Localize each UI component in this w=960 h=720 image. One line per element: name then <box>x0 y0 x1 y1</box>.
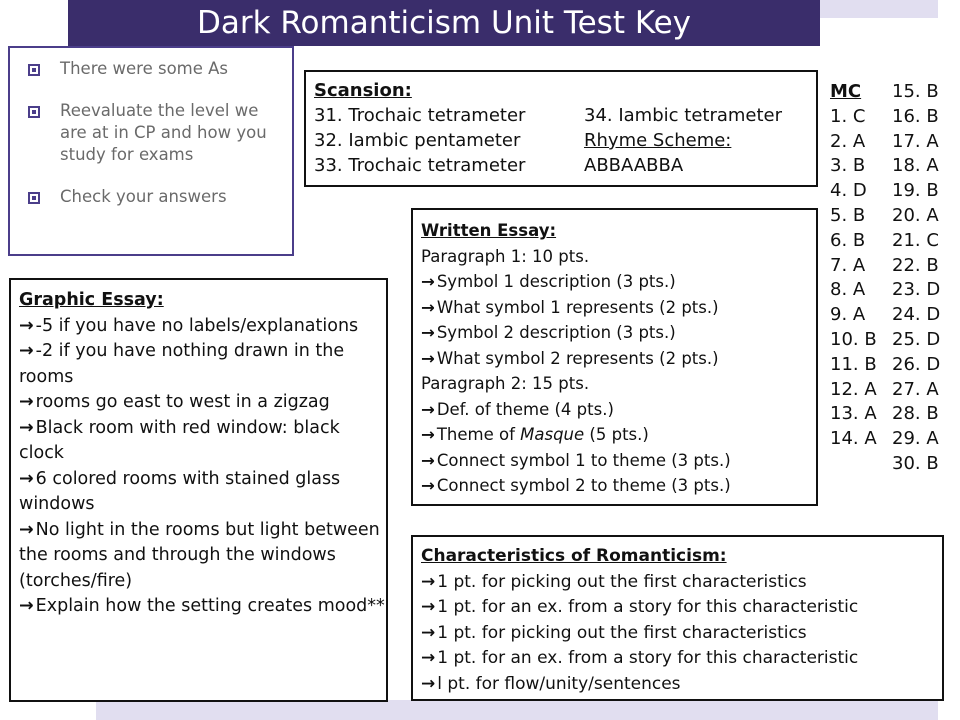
left-edge-decoration <box>0 0 14 44</box>
rubric-text: Explain how the setting creates mood** <box>35 596 385 616</box>
mc-answer: 16. B <box>892 105 939 127</box>
rhyme-scheme-answer: ABBAABBA <box>584 155 684 176</box>
paragraph-2-points: Paragraph 2: 15 pts. <box>421 374 590 393</box>
bottom-decoration-bar <box>96 700 938 720</box>
rubric-item <box>421 621 942 647</box>
mc-answer: 1. C <box>830 105 866 127</box>
rubric-text: Connect symbol 1 to theme (3 pts.) <box>436 450 731 470</box>
rubric-item <box>19 390 386 416</box>
arrow-icon: → <box>421 323 435 342</box>
rubric-item <box>421 595 942 621</box>
masque-title: Masque <box>520 425 585 444</box>
mc-answer: 27. A <box>892 378 939 400</box>
arrow-icon: → <box>19 417 34 438</box>
rubric-text: 1 pt. for an ex. from a story for this characteristic <box>437 597 859 617</box>
rubric-item <box>19 518 386 595</box>
scansion-box <box>304 70 818 187</box>
rubric-text: Def. of theme (4 pts.) <box>436 399 614 419</box>
mc-answer: 6. B <box>830 229 866 251</box>
mc-answer: 7. A <box>830 254 866 276</box>
rubric-item <box>421 295 816 321</box>
rubric-item <box>421 646 942 672</box>
square-bullet-icon <box>28 64 40 76</box>
rubric-item <box>421 397 816 423</box>
rubric-item <box>421 570 942 596</box>
mc-answer: 19. B <box>892 180 939 202</box>
rubric-text: What symbol 2 represents (2 pts.) <box>436 348 719 368</box>
mc-answer: 10. B <box>830 328 877 350</box>
rubric-text: 1 pt. for picking out the first characteristics <box>437 622 807 643</box>
bullet-item <box>28 186 282 208</box>
square-bullet-icon <box>28 192 40 204</box>
rubric-text: Theme of <box>436 425 521 444</box>
arrow-icon: → <box>19 596 34 616</box>
arrow-icon: → <box>421 597 436 617</box>
arrow-icon: → <box>421 425 435 444</box>
rubric-item <box>421 473 816 499</box>
arrow-icon: → <box>19 468 34 489</box>
arrow-icon: → <box>19 341 34 361</box>
mc-answer: 5. B <box>830 204 866 226</box>
mc-answer: 13. A <box>830 403 877 425</box>
written-essay-heading: Written Essay: <box>421 221 557 240</box>
mc-answer: 3. B <box>830 155 866 177</box>
mc-answer: 26. D <box>892 353 941 375</box>
scansion-heading: Scansion: <box>314 80 412 101</box>
mc-column-2 <box>892 80 940 477</box>
arrow-icon: → <box>421 622 436 643</box>
scansion-row <box>314 103 816 128</box>
arrow-icon: → <box>19 392 34 412</box>
rubric-item <box>19 314 386 340</box>
rubric-item <box>421 346 816 372</box>
mc-column-1 <box>830 105 877 452</box>
rubric-item <box>421 672 942 698</box>
mc-answer: 28. B <box>892 403 939 425</box>
mc-answer: 14. A <box>830 428 877 450</box>
bullet-text: Check your answers <box>60 187 227 206</box>
mc-answer: 18. A <box>892 155 939 177</box>
rubric-item <box>19 467 386 518</box>
mc-answer: 17. A <box>892 130 939 152</box>
paragraph-1-points: Paragraph 1: 10 pts. <box>421 246 590 266</box>
rubric-text: Connect symbol 2 to theme (3 pts.) <box>436 476 731 495</box>
mc-answer: 12. A <box>830 378 877 400</box>
arrow-icon: → <box>421 272 435 291</box>
mc-answer: 4. D <box>830 180 867 202</box>
rubric-text: 1 pt. for an ex. from a story for this characteristic <box>437 648 859 668</box>
mc-answer: 24. D <box>892 304 941 326</box>
mc-answer: 9. A <box>830 304 866 326</box>
rubric-text: 6 colored rooms with stained glass windows <box>19 468 341 514</box>
rubric-text: l pt. for flow/unity/sentences <box>437 673 681 694</box>
graphic-essay-box <box>9 278 388 702</box>
rubric-text: -2 if you have nothing drawn in the rooms <box>19 341 345 387</box>
rubric-item <box>19 339 386 390</box>
bullet-item <box>28 58 282 80</box>
arrow-icon: → <box>421 648 436 668</box>
rubric-item <box>421 320 816 346</box>
mc-heading: MC <box>830 81 862 102</box>
scansion-answer: 31. Trochaic tetrameter <box>314 105 526 126</box>
rubric-text: (5 pts.) <box>584 425 649 444</box>
rubric-item <box>421 269 816 295</box>
arrow-icon: → <box>421 348 435 368</box>
rubric-text: -5 if you have no labels/explanations <box>35 315 359 336</box>
arrow-icon: → <box>421 571 436 592</box>
mc-answer: 2. A <box>830 130 866 152</box>
top-right-decoration-bar <box>820 0 938 18</box>
arrow-icon: → <box>421 297 435 317</box>
rubric-item <box>421 448 816 474</box>
rubric-text: Black room with red window: black clock <box>19 417 340 463</box>
bullet-text: Reevaluate the level we are at in CP and how you study for exams <box>60 101 267 164</box>
characteristics-box <box>411 535 944 701</box>
written-essay-box <box>411 208 818 506</box>
arrow-icon: → <box>19 519 34 540</box>
rubric-text: What symbol 1 represents (2 pts.) <box>436 297 719 317</box>
scansion-answer: 33. Trochaic tetrameter <box>314 155 526 176</box>
bullet-text: There were some As <box>60 59 229 78</box>
mc-answer: 21. C <box>892 229 939 251</box>
mc-answer: 8. A <box>830 279 866 301</box>
arrow-icon: → <box>421 450 435 470</box>
scansion-row <box>314 153 816 178</box>
rhyme-scheme-heading: Rhyme Scheme: <box>584 130 732 151</box>
mc-answer: 20. A <box>892 204 939 226</box>
scansion-answer: 32. Iambic pentameter <box>314 130 521 151</box>
rubric-text: No light in the rooms but light between the rooms and through the windows (torches/fire) <box>19 519 380 591</box>
arrow-icon: → <box>421 476 435 495</box>
mc-answer: 25. D <box>892 328 941 350</box>
scansion-answer: 34. Iambic tetrameter <box>584 105 783 126</box>
rubric-text: 1 pt. for picking out the first characteristics <box>437 571 807 592</box>
square-bullet-icon <box>28 106 40 118</box>
rubric-item <box>19 416 386 467</box>
arrow-icon: → <box>421 399 435 419</box>
rubric-item <box>421 422 816 448</box>
rubric-text: Symbol 2 description (3 pts.) <box>436 323 676 342</box>
rubric-item <box>19 594 386 620</box>
mc-answer: 29. A <box>892 428 939 450</box>
graphic-essay-heading: Graphic Essay: <box>19 290 164 310</box>
scansion-row <box>314 128 816 153</box>
arrow-icon: → <box>421 673 436 694</box>
characteristics-heading: Characteristics of Romanticism: <box>421 546 727 566</box>
page-title: Dark Romanticism Unit Test Key <box>68 0 820 46</box>
notes-bullet-box <box>8 46 294 256</box>
rubric-text: rooms go east to west in a zigzag <box>35 392 330 412</box>
rubric-text: Symbol 1 description (3 pts.) <box>436 272 676 291</box>
mc-answer: 22. B <box>892 254 939 276</box>
bullet-item <box>28 100 282 166</box>
mc-answer: 23. D <box>892 279 941 301</box>
mc-answer: 30. B <box>892 452 939 474</box>
mc-answer: 11. B <box>830 353 877 375</box>
arrow-icon: → <box>19 315 34 336</box>
mc-answer: 15. B <box>892 81 939 102</box>
